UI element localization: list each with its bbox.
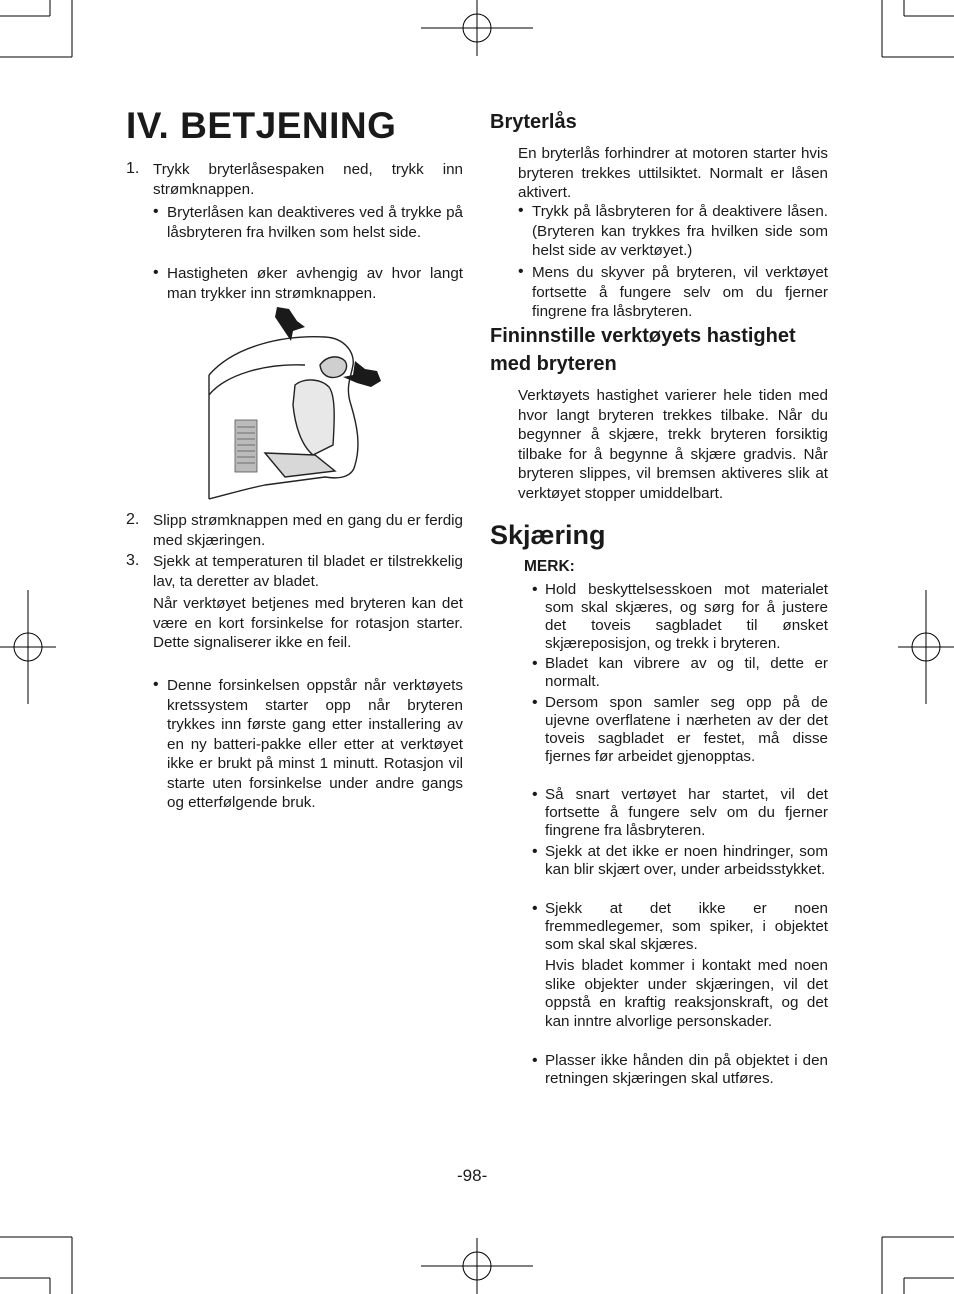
step-number: 3. xyxy=(126,552,140,569)
page-title: IV. BETJENING xyxy=(126,105,397,146)
bullet: • xyxy=(153,203,159,220)
note-5: Sjekk at det ikke er noen hindringer, som kan blir skjært over, under arbeidsstykket. xyxy=(545,843,828,878)
note-2: Bladet kan vibrere av og til, dette er normalt. xyxy=(545,655,828,690)
merk-label: MERK: xyxy=(524,558,575,575)
bullet-1b-text: Hastigheten øker avhengig av hvor langt man trykker inn strømknappen. xyxy=(167,265,463,302)
bullet: • xyxy=(532,694,538,711)
bullet: • xyxy=(153,264,159,281)
step-2-text: Slipp strømknappen med en gang du er ferdig med skjæringen. xyxy=(153,512,463,549)
heading-bryterlas: Bryterlås xyxy=(490,111,577,133)
bullet-1a-text: Bryterlåsen kan deaktiveres ved å trykke på låsbryteren fra hvilken som helst side. xyxy=(167,204,463,241)
bryterlas-bullet-2: Mens du skyver på bryteren, vil verktøyet fortsette å fungere selv om du fjerner fingrene fra låsbryteren. xyxy=(532,264,828,320)
note-3: Dersom spon samler seg opp på de ujevne overflatene i nærheten av der det toveis sagbladet er festet, må disse fjernes før arbeidet gjenopptas. xyxy=(545,694,828,765)
bryterlas-bullet-1: Trykk på låsbryteren for å deaktivere låsen. (Bryteren kan trykkes fra hvilken side som helst side av verktøyet.) xyxy=(532,203,828,259)
note-4: Så snart vertøyet har startet, vil det fortsette å fungere selv om du fjerner fingrene fra låsbryteren. xyxy=(545,786,828,839)
step-3-text: Sjekk at temperaturen til bladet er tilstrekkelig lav, ta deretter av bladet. xyxy=(153,553,463,590)
bullet: • xyxy=(532,581,538,598)
step-number: 1. xyxy=(126,160,140,177)
bullet: • xyxy=(532,843,538,860)
bullet: • xyxy=(518,263,524,280)
bullet: • xyxy=(518,202,524,219)
note-6-extra: Hvis bladet kommer i kontakt med noen slike objekter under skjæringen, vil det oppstå en kraftig reaksjonskraft, og det kan inntre alvorlige personskader. xyxy=(545,957,828,1030)
bullet: • xyxy=(532,900,538,917)
note-7: Plasser ikke hånden din på objektet i den retningen skjæringen skal utføres. xyxy=(545,1052,828,1087)
bullet-3-text: Denne forsinkelsen oppstår når verktøyets kretssystem starter opp når bryteren trykkes inn første gang etter installering av en ny batteri-pakke eller etter at verktøyet ikke er brukt på minst 1 minutt. Rotasjon vil starte uten forsinkelse under andre gangs og etterfølgende bruk. xyxy=(167,677,463,811)
note-6: Sjekk at det ikke er noen fremmedlegemer, som spiker, i objektet som skal skal skjæres. xyxy=(545,900,828,953)
heading-fininnstille: Fininnstille verktøyets hastighet med bryteren xyxy=(490,325,796,375)
heading-skjaering: Skjæring xyxy=(490,520,606,550)
note-1: Hold beskyttelsesskoen mot materialet som skal skjæres, og sørg for å justere det toveis sagbladet til ønsket skjæreposisjon, og trekk i bryteren. xyxy=(545,581,828,652)
fininnstille-text: Verktøyets hastighet varierer hele tiden med hvor langt bryteren trekkes tilbake. Når du begynner å skjære, trekk bryteren forsiktig tilbake for å begynne å skjære gradvis. Når bryteren slippes, vil bremsen aktiveres slik at verktøyet stopper umiddelbart. xyxy=(518,387,828,502)
step-1-text: Trykk bryterlåsespaken ned, trykk inn strømknappen. xyxy=(153,161,463,198)
saw-handle-illustration xyxy=(205,305,390,502)
bullet: • xyxy=(532,1052,538,1069)
bullet: • xyxy=(153,676,159,693)
bullet: • xyxy=(532,786,538,803)
bryterlas-text: En bryterlås forhindrer at motoren starter hvis bryteren trekkes uttilsiktet. Normalt er låsen aktivert. xyxy=(518,145,828,201)
page-number: -98- xyxy=(457,1166,488,1185)
step-3-note: Når verktøyet betjenes med bryteren kan det være en kort forsinkelse for rotasjon starter. Dette signaliserer ikke en feil. xyxy=(153,595,463,651)
step-number: 2. xyxy=(126,511,140,528)
bullet: • xyxy=(532,655,538,672)
